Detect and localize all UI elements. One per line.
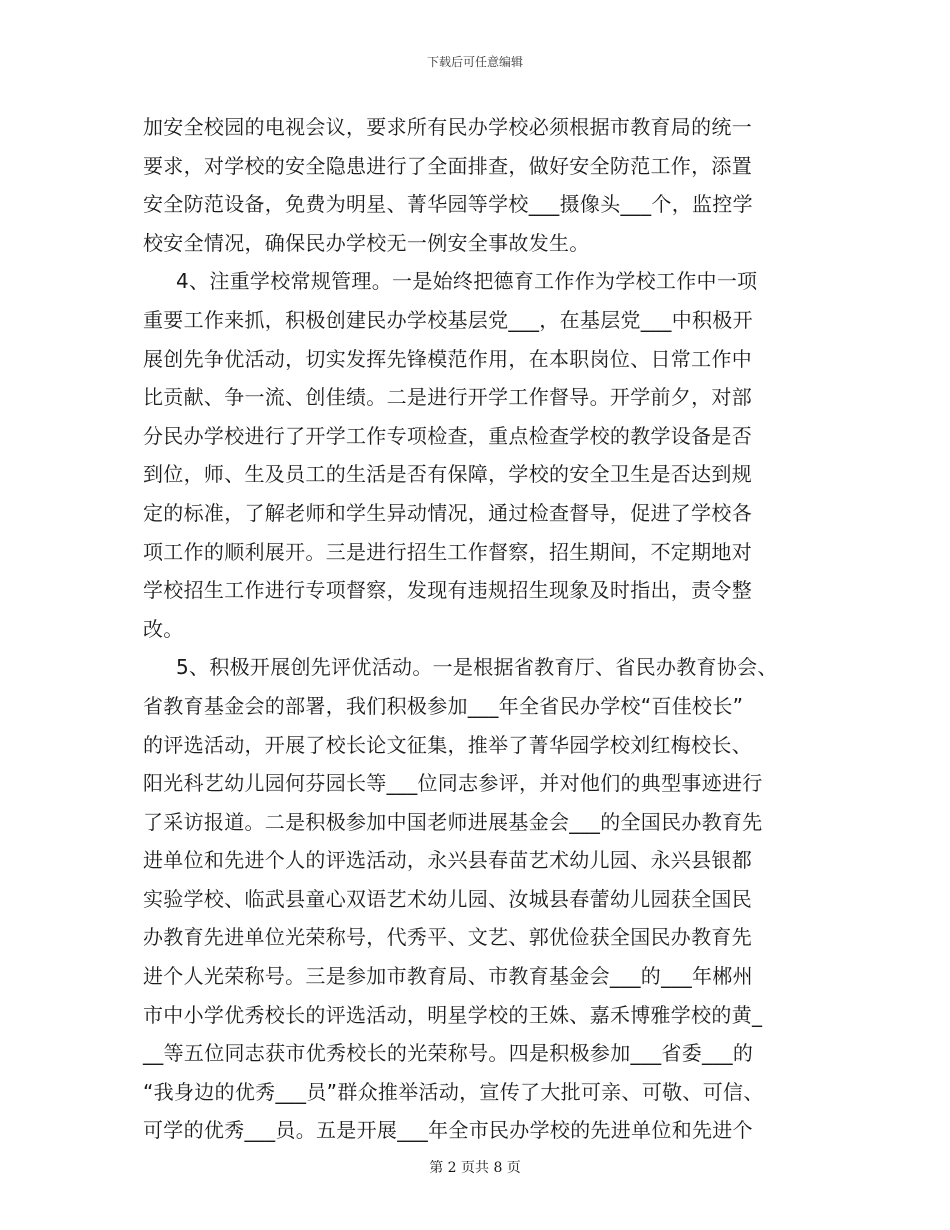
document-body [143,108,823,1150]
text-line: 加安全校园的电视会议，要求所有民办学校必须根据市教育局的统一 [143,115,752,139]
text-line: 实验学校、临武县童心双语艺术幼儿园、汝城县春蕾幼儿园获全国民 [143,886,752,911]
text-line: 了采访报道。二是积极参加中国老师进展基金会___的全国民办教育先 [143,809,763,834]
text-line: 安全防范设备，免费为明星、菁华园等学校___摄像头___个，监控学 [143,192,753,217]
text-line: 展创先争优活动，切实发挥先锋模范作用，在本职岗位、日常工作中 [143,346,752,371]
text-line-paragraph-4-start: 4、注重学校常规管理。一是始终把德育工作作为学校工作中一项 [176,269,758,294]
text-line: 办教育先进单位光荣称号，代秀平、文艺、郭优俭获全国民办教育先 [143,925,752,950]
text-line: 定的标准，了解老师和学生异动情况，通过检查督导，促进了学校各 [143,500,752,525]
text-line: 比贡献、争一流、创佳绩。二是进行开学工作督导。开学前夕，对部 [143,385,752,410]
page-number: 第 2 页共 8 页 [429,1160,521,1176]
text-line: __等五位同志获市优秀校长的光荣称号。四是积极参加___省委___的 [143,1041,754,1066]
text-line: 校安全情况，确保民办学校无一例安全事故发生。 [143,230,590,255]
text-line: 学校招生工作进行专项督察，发现有违规招生现象及时指出，责令整 [143,578,752,603]
text-line: 进单位和先进个人的评选活动，永兴县春苗艺术幼儿园、永兴县银都 [143,848,752,873]
text-line: 的评选活动，开展了校长论文征集，推举了菁华园学校刘红梅校长、 [143,732,752,757]
text-line: 项工作的顺利展开。三是进行招生工作督察，招生期间，不定期地对 [143,539,752,564]
text-line: 到位，师、生及员工的生活是否有保障，学校的安全卫生是否达到规 [143,462,752,487]
text-line: 重要工作来抓，积极创建民办学校基层党___，在基层党___中积极开 [143,307,753,332]
page-header-note: 下载后可任意编辑 [426,55,523,69]
text-line: 市中小学优秀校长的评选活动，明星学校的王姝、嘉禾博雅学校的黄_ [143,1002,763,1027]
text-line: 省教育基金会的部署，我们积极参加___年全省民办学校“百佳校长” [143,693,744,718]
text-line: 分民办学校进行了开学工作专项检查，重点检查学校的教学设备是否 [143,423,752,448]
text-line: 改。 [143,616,184,641]
text-line: 可学的优秀___员。五是开展___年全市民办学校的先进单位和先进个 [143,1118,753,1143]
text-line: 要求，对学校的安全隐患进行了全面排查，做好安全防范工作，添置 [143,153,752,178]
text-line: “我身边的优秀___员”群众推举活动，宣传了大批可亲、可敬、可信、 [143,1079,764,1104]
text-line: 阳光科艺幼儿园何芬园长等___位同志参评，并对他们的典型事迹进行 [143,771,763,796]
text-line: 进个人光荣称号。三是参加市教育局、市教育基金会___的___年郴州 [143,964,753,989]
text-line-paragraph-5-start: 5、积极开展创先评优活动。一是根据省教育厅、省民办教育协会、 [176,655,778,680]
